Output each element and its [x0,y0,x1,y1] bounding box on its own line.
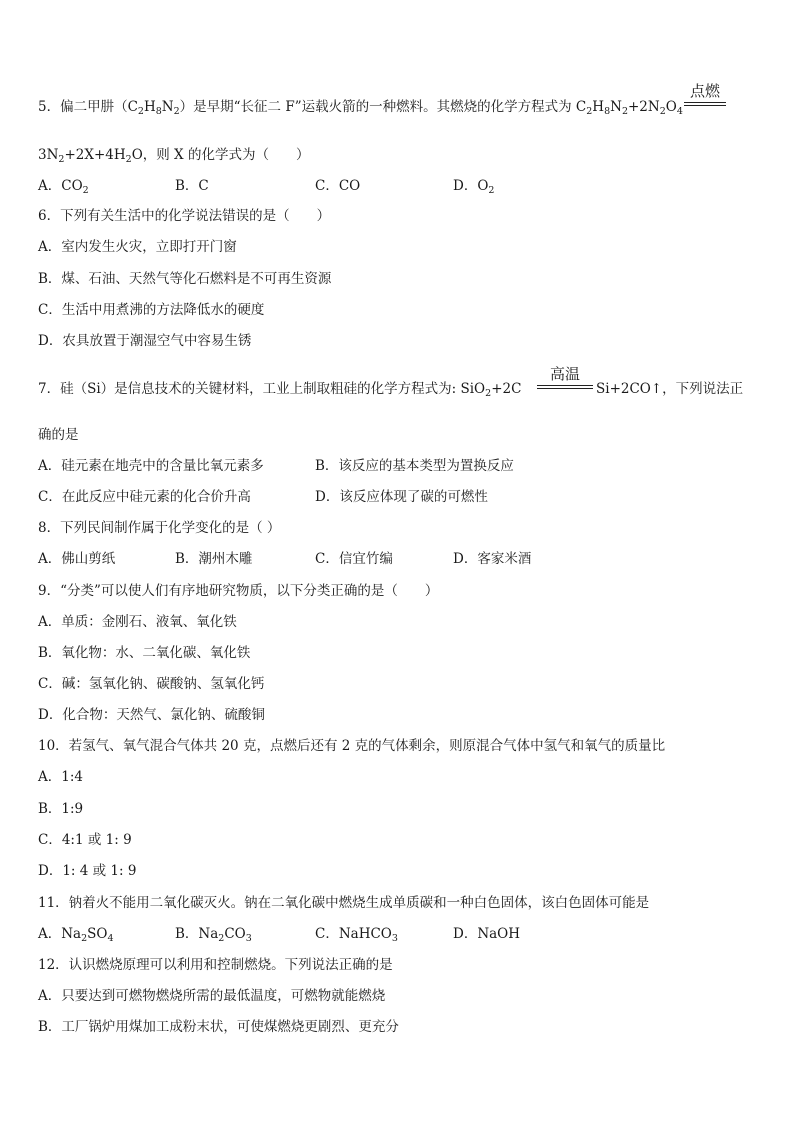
q11-option-c: C．NaHCO$_3$ [315,926,398,944]
q5-stem-line2: $3N_2+2X+4H_2O$，则 X 的化学式为（ ） [38,147,310,165]
q9-option-b: B．氧化物：水、二氧化碳、氧化铁 [38,645,251,661]
q6-option-b: B．煤、石油、天然气等化石燃料是不可再生资源 [38,271,332,287]
q7-stem-line1-part2: Si+2CO↑，下列说法正 [596,381,744,397]
q7-stem-line1-part1: 7．硅（Si）是信息技术的关键材料，工业上制取粗硅的化学方程式为: SiO$_2$+2C [38,381,522,399]
q7-option-b: B．该反应的基本类型为置换反应 [315,458,514,474]
q8-option-c: C．信宜竹编 [315,551,393,567]
q5-option-b: B．C [175,178,209,194]
q9-stem: 9．“分类”可以使人们有序地研究物质，以下分类正确的是（ ） [38,583,439,599]
reaction-condition-high-temp: 高温 [537,365,593,389]
q10-option-c: C．4:1 或 1: 9 [38,832,132,848]
q5-option-a: A．$CO_2$ [38,178,89,196]
q10-option-a: A．1:4 [38,769,83,785]
q11-option-d: D．NaOH [453,926,521,942]
q5-option-c: C．CO [315,178,361,194]
q7-option-c: C．在此反应中硅元素的化合价升高 [38,489,251,505]
q5-stem-line1: 5．偏二甲肼$(C_2H_8N_2)$是早期“长征二 F”运载火箭的一种燃料。其燃烧的化学方程式为 $C_2H_8N_2+2N_2O_4$ [38,99,683,117]
q11-option-b: B．$Na_2CO_3$ [175,926,252,944]
q6-option-a: A．室内发生火灾，立即打开门窗 [38,239,237,255]
q12-option-a: A．只要达到可燃物燃烧所需的最低温度，可燃物就能燃烧 [38,988,386,1004]
q6-stem: 6．下列有关生活中的化学说法错误的是（ ） [38,208,331,224]
q7-option-a: A．硅元素在地壳中的含量比氧元素多 [38,458,264,474]
q7-option-d: D．该反应体现了碳的可燃性 [315,489,488,505]
q9-option-c: C．碱：氢氧化钠、碳酸钠、氢氧化钙 [38,676,265,692]
q8-option-d: D．客家米酒 [453,551,532,567]
q5-option-d: D．$O_2$ [453,178,495,196]
q10-stem: 10．若氢气、氧气混合气体共 20 克，点燃后还有 2 克的气体剩余，则原混合气体中氢气和氧气的质量比 [38,738,666,754]
q9-option-a: A．单质：金刚石、液氧、氧化铁 [38,614,237,630]
q9-option-d: D．化合物：天然气、氯化钠、硫酸铜 [38,707,265,723]
q8-option-a: A．佛山剪纸 [38,551,116,567]
q12-stem: 12．认识燃烧原理可以利用和控制燃烧。下列说法正确的是 [38,957,393,973]
q10-option-d: D．1: 4 或 1: 9 [38,863,137,879]
q12-option-b: B．工厂锅炉用煤加工成粉末状，可使煤燃烧更剧烈、更充分 [38,1019,399,1035]
q6-option-d: D．农具放置于潮湿空气中容易生锈 [38,333,252,349]
q6-option-c: C．生活中用煮沸的方法降低水的硬度 [38,302,265,318]
q11-option-a: A．$Na_2SO_4$ [38,926,114,944]
q8-option-b: B．潮州木雕 [175,551,253,567]
q10-option-b: B．1:9 [38,801,84,817]
q8-stem: 8．下列民间制作属于化学变化的是（ ） [38,520,281,536]
q7-stem-line2: 确的是 [38,427,79,443]
reaction-condition-ignite: 点燃 [684,82,726,106]
q11-stem: 11．钠着火不能用二氧化碳灭火。钠在二氧化碳中燃烧生成单质碳和一种白色固体，该白色固体可能是 [38,895,650,911]
